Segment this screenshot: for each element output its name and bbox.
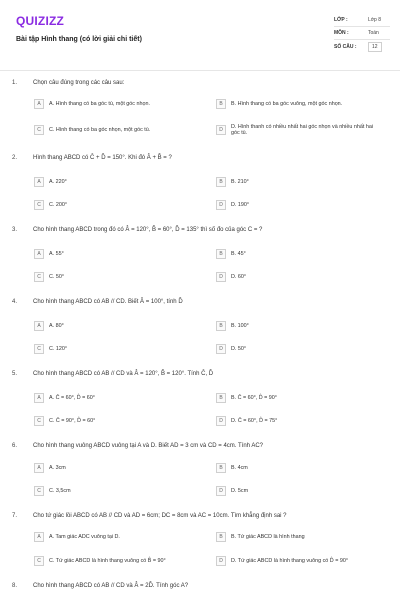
option-text: D. 190°	[231, 202, 250, 208]
option-a[interactable]	[34, 248, 209, 260]
option-text: B. 210°	[231, 179, 249, 185]
option-text: B. Tứ giác ABCD là hình thang	[231, 534, 305, 540]
meta-label: LỚP :	[334, 17, 348, 23]
question-text: Cho hình thang ABCD có AB // CD. Biết Â = 100°, tính D̂	[33, 299, 183, 305]
meta-value: Lớp 8	[368, 17, 382, 23]
option-text: A. 220°	[49, 179, 67, 185]
option-letter-box: A	[34, 99, 44, 109]
option-d[interactable]	[216, 343, 386, 355]
option-text: B. Ĉ = 60°, D̂ = 90°	[231, 395, 277, 401]
option-letter-box: A	[34, 532, 44, 542]
question-8	[12, 583, 388, 597]
question-number: 5.	[12, 371, 18, 377]
option-d[interactable]	[216, 122, 386, 138]
question-4	[12, 299, 388, 359]
option-c[interactable]	[34, 485, 209, 497]
option-letter-box: C	[34, 416, 44, 426]
option-b[interactable]	[216, 531, 386, 543]
question-text: Cho hình thang ABCD trong đó có Â = 120°, B̂ = 60°, D̂ = 135° thì số đo của góc C = ?	[33, 227, 263, 233]
meta-label: SỐ CÂU :	[334, 43, 357, 50]
question-number: 1.	[12, 80, 18, 86]
option-letter-box: C	[34, 486, 44, 496]
option-text: A. 80°	[49, 323, 64, 329]
question-text: Chọn câu đúng trong các câu sau:	[33, 80, 125, 86]
option-letter-box: A	[34, 393, 44, 403]
meta-row-subject	[334, 27, 390, 40]
option-text: C. 50°	[49, 274, 65, 280]
option-a[interactable]	[34, 462, 209, 474]
question-text: Cho hình thang ABCD có AB // CD và Â = 120°, B̂ = 120°. Tính Ĉ, D̂	[33, 371, 214, 377]
option-text: A. 55°	[49, 251, 64, 257]
option-text: B. 45°	[231, 251, 246, 257]
worksheet-header	[16, 14, 386, 64]
option-text: A. 3cm	[49, 465, 66, 471]
option-text: B. 100°	[231, 323, 249, 329]
option-c[interactable]	[34, 124, 209, 136]
option-b[interactable]	[216, 462, 386, 474]
option-text: D. Ĉ = 60°, D̂ = 75°	[231, 418, 278, 424]
option-letter-box: B	[216, 321, 226, 331]
option-text: C. 120°	[49, 346, 68, 352]
option-text: D. Hình thanh có nhiều nhất hai góc nhọn và nhiều nhất hai góc tù.	[231, 124, 374, 136]
quizizz-logo: QUIZIZZ	[16, 14, 65, 28]
question-5	[12, 371, 388, 431]
option-text: A. Hình thang có ba góc tù, một góc nhọn.	[49, 101, 150, 107]
page-title: Bài tập Hình thang (có lời giải chi tiết)	[16, 36, 142, 43]
option-c[interactable]	[34, 415, 209, 427]
question-number: 3.	[12, 227, 18, 233]
question-number: 7.	[12, 513, 18, 519]
option-letter-box: B	[216, 177, 226, 187]
option-text: C. Tứ giác ABCD là hình thang vuông có B̂ = 90°	[49, 558, 166, 564]
meta-value	[366, 44, 390, 50]
option-text: D. 50°	[231, 346, 247, 352]
option-text: D. 5cm	[231, 488, 249, 494]
option-letter-box: D	[216, 125, 226, 135]
option-text: D. Tứ giác ABCD là hình thang vuông có D̂ = 90°	[231, 558, 348, 564]
option-a[interactable]	[34, 176, 209, 188]
option-letter-box: C	[34, 556, 44, 566]
option-letter-box: D	[216, 486, 226, 496]
option-d[interactable]	[216, 271, 386, 283]
option-a[interactable]	[34, 531, 209, 543]
option-c[interactable]	[34, 555, 209, 567]
option-letter-box: A	[34, 463, 44, 473]
option-letter-box: B	[216, 532, 226, 542]
option-letter-box: D	[216, 416, 226, 426]
option-letter-box: A	[34, 321, 44, 331]
option-letter-box: D	[216, 556, 226, 566]
option-a[interactable]	[34, 98, 209, 110]
question-7	[12, 513, 388, 573]
option-d[interactable]	[216, 199, 386, 211]
option-letter-box: C	[34, 272, 44, 282]
option-text: B. 4cm	[231, 465, 248, 471]
question-text: Cho hình thang ABCD có AB // CD và Â = 2D̂. Tính góc A?	[33, 583, 189, 589]
meta-row-grade	[334, 14, 390, 27]
question-6	[12, 443, 388, 503]
option-letter-box: B	[216, 249, 226, 259]
header-divider	[0, 70, 400, 71]
option-b[interactable]	[216, 320, 386, 332]
option-letter-box: D	[216, 272, 226, 282]
option-d[interactable]	[216, 415, 386, 427]
question-number: 2.	[12, 155, 18, 161]
option-letter-box: C	[34, 200, 44, 210]
option-text: A. Ĉ = 60°, D̂ = 60°	[49, 395, 95, 401]
question-text: Hình thang ABCD có Ĉ + D̂ = 150°. Khi đó Â + B̂ = ?	[33, 155, 172, 161]
option-c[interactable]	[34, 199, 209, 211]
option-letter-box: B	[216, 99, 226, 109]
option-letter-box: D	[216, 344, 226, 354]
option-text: D. 60°	[231, 274, 247, 280]
option-text: C. 3,5cm	[49, 488, 71, 494]
option-text: A. Tam giác ADC vuông tại D.	[49, 534, 120, 540]
meta-value: Toán	[368, 30, 379, 36]
meta-label: MÔN :	[334, 30, 349, 36]
question-count-box: 12	[368, 42, 382, 52]
option-b[interactable]	[216, 392, 386, 404]
meta-row-count	[334, 40, 390, 53]
option-letter-box: C	[34, 344, 44, 354]
question-number: 6.	[12, 443, 18, 449]
option-letter-box: C	[34, 125, 44, 135]
option-c[interactable]	[34, 343, 209, 355]
option-d[interactable]	[216, 485, 386, 497]
option-c[interactable]	[34, 271, 209, 283]
option-d[interactable]	[216, 555, 386, 567]
question-2	[12, 155, 388, 215]
option-a[interactable]	[34, 392, 209, 404]
question-text: Cho hình thang vuông ABCD vuông tại A và D. Biết AD = 3 cm và CD = 4cm. Tính AC?	[33, 443, 264, 449]
option-a[interactable]	[34, 320, 209, 332]
question-number: 4.	[12, 299, 18, 305]
option-b[interactable]	[216, 176, 386, 188]
option-b[interactable]	[216, 248, 386, 260]
question-text: Cho tứ giác lồi ABCD có AB // CD và AD = 6cm; DC = 8cm và AC = 10cm. Tìm khẳng định sai ?	[33, 513, 287, 519]
option-letter-box: B	[216, 463, 226, 473]
question-number: 8.	[12, 583, 18, 589]
option-text: C. Ĉ = 90°, D̂ = 60°	[49, 418, 96, 424]
meta-panel	[334, 14, 390, 53]
question-3	[12, 227, 388, 287]
option-letter-box: B	[216, 393, 226, 403]
option-text: C. Hình thang có ba góc nhọn, một góc tù.	[49, 127, 151, 133]
option-letter-box: A	[34, 177, 44, 187]
option-text: C. 200°	[49, 202, 68, 208]
option-text: B. Hình thang có ba góc vuông, một góc nhọn.	[231, 101, 343, 107]
option-letter-box: A	[34, 249, 44, 259]
option-letter-box: D	[216, 200, 226, 210]
option-b[interactable]	[216, 98, 386, 110]
question-1	[12, 80, 388, 140]
